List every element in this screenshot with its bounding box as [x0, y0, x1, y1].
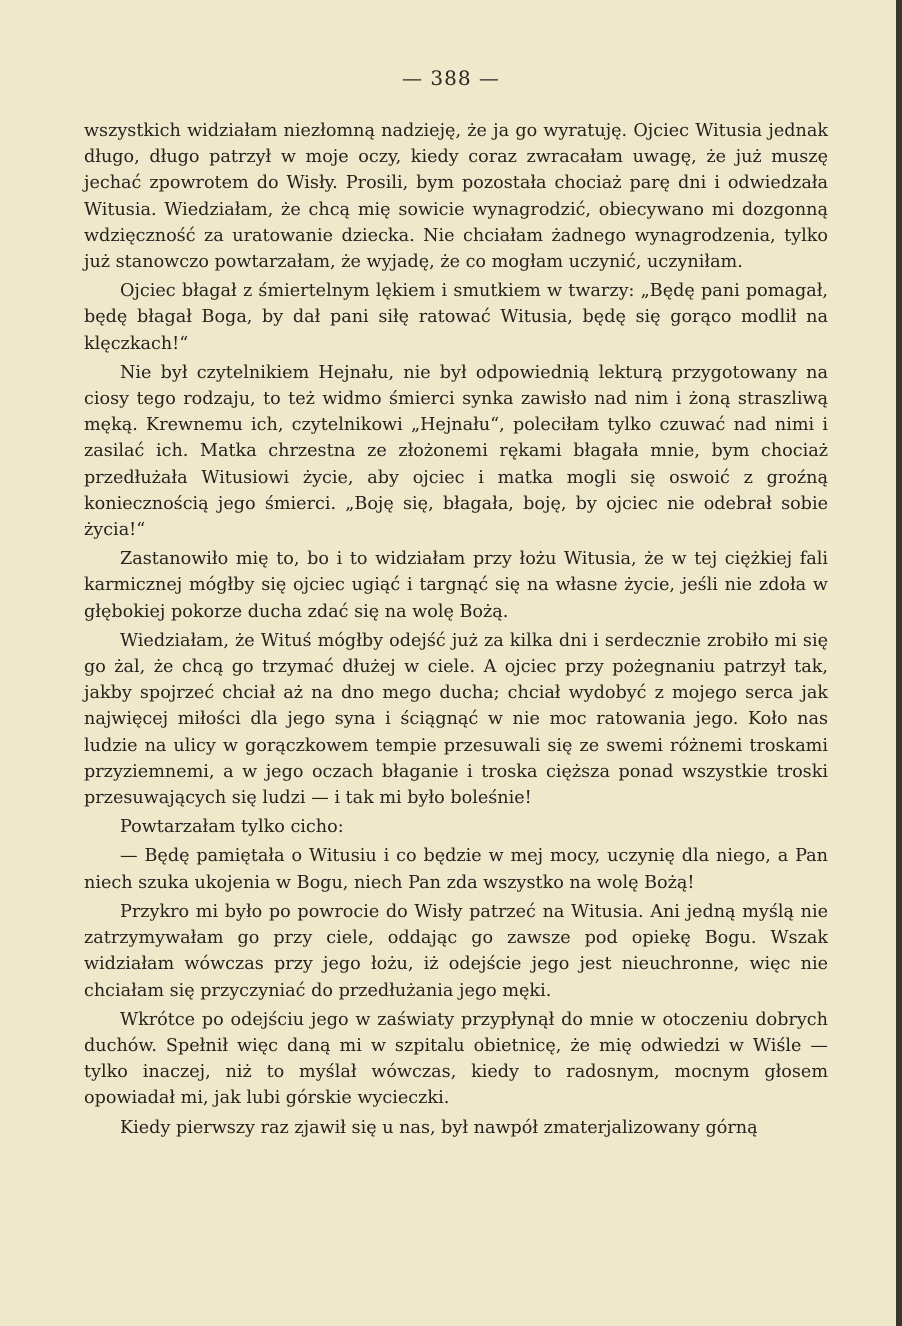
paragraph-9: Wkrótce po odejściu jego w zaświaty przypłynął do mnie w otoczeniu dobrych duchów. Spełnił więc daną mi w szpitalu obietnicę, że mię odwiedzi w Wiśle — tylko inaczej, niż to myślał wówczas, kiedy to radosnym, mocnym głosem opowiadał mi, jak lubi górskie wycieczki. [84, 1009, 828, 1109]
paragraph-5: Wiedziałam, że Wituś mógłby odejść już za kilka dni i serdecznie zrobiło mi się go żal, że chcą go trzymać dłużej w ciele. A ojciec przy pożegnaniu patrzył tak, jakby spojrzeć chciał aż na dno mego ducha; chciał wydobyć z mojego serca jak najwięcej miłości dla jego syna i ściągnąć w nie moc ratowania jego. Koło nas ludzie na ulicy w gorączkowem tempie przesuwali się ze swemi różnemi troskami przyziemnemi, a w jego oczach błaganie i troska cięższa ponad wszystkie troski przesuwających się ludzi — i tak mi było boleśnie! [84, 630, 828, 809]
paragraph-4: Zastanowiło mię to, bo i to widziałam przy łożu Witusia, że w tej ciężkiej fali karmicznej mógłby się ojciec ugiąć i targnąć się na własne życie, jeśli nie zdoła w głębokiej pokorze ducha zdać się na wolę Bożą. [84, 549, 828, 622]
paragraph-6: Powtarzałam tylko cicho: [120, 817, 344, 838]
paragraph-10: Kiedy pierwszy raz zjawił się u nas, był nawpół zmaterjalizowany górną [120, 1117, 758, 1138]
paragraph-3: Nie był czytelnikiem Hejnału, nie był odpowiednią lekturą przygotowany na ciosy tego rodzaju, to też widmo śmierci synka zawisło nad nim i żoną straszliwą męką. Krewnemu ich, czytelnikowi „Hejnału“, poleciłam tylko czuwać nad nimi i zasilać ich. Matka chrzestna ze złożonemi rękami błagała mnie, bym chociaż przedłużała Witusiowi życie, aby ojciec i matka mogli się oswoić z groźną koniecznością jego śmierci. „Boję się, błagała, boję, by ojciec nie odebrał sobie życia!“ [84, 362, 828, 541]
paragraph-2: Ojciec błagał z śmiertelnym lękiem i smutkiem w twarzy: „Będę pani pomagał, będę błagał Boga, by dał pani siłę ratować Witusia, będę się gorąco modlił na klęczkach!“ [84, 281, 828, 354]
page-number: — 388 — [402, 66, 500, 90]
paragraph-8: Przykro mi było po powrocie do Wisły patrzeć na Witusia. Ani jedną myślą nie zatrzymywałam go przy ciele, oddając go zawsze pod opiekę Bogu. Wszak widziałam wówczas przy jego łożu, iż odejście jego jest nieuchronne, więc nie chciałam się przyczyniać do przedłużania jego męki. [84, 901, 828, 1001]
page-edge-shadow [896, 0, 902, 1326]
body-text [84, 118, 828, 1144]
paragraph-1: wszystkich widziałam niezłomną nadzieję, że ja go wyratuję. Ojciec Witusia jednak długo, długo patrzył w moje oczy, kiedy coraz zwracałam uwagę, że już muszę jechać zpowrotem do Wisły. Prosili, bym pozostała chociaż parę dni i odwiedzała Witusia. Wiedziałam, że chcą mię sowicie wynagrodzić, obiecywano mi dozgonną wdzięczność za uratowanie dziecka. Nie chciałam żadnego wynagrodzenia, tylko już stanowczo powtarzałam, że wyjadę, że co mogłam uczynić, uczyniłam. [84, 121, 828, 273]
paragraph-7: — Będę pamiętała o Witusiu i co będzie w mej mocy, uczynię dla niego, a Pan niech szuka ukojenia w Bogu, niech Pan zda wszystko na wolę Bożą! [84, 846, 828, 893]
